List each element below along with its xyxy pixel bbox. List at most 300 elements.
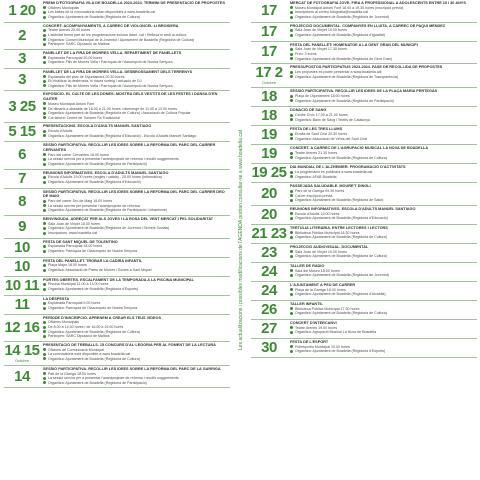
event-item: [4, 239, 230, 258]
event-body: [40, 171, 230, 186]
bullet-icon: [290, 307, 293, 310]
event-date-month: Octubre: [14, 357, 30, 363]
event-detail-text: Les bases de la convocatòria estan disponibles a www.boadella.cat: [48, 10, 156, 15]
event-date: [251, 264, 287, 279]
event-title: EXPOSICIÓ. EL CULTE DE LES DONES: MOSTRA DELS VESTITS DE LES FESTES I DANSA D'EN GAITER: [43, 92, 218, 102]
event-title: MERCAT DE FOTOGRAFIA JOVE. FIRA A PROFESSIONAL A ADOLESCENTS ENTRE 15 I 30 ANYS: [290, 1, 466, 5]
event-detail: [290, 349, 477, 354]
event-date-month: Octubre: [261, 80, 277, 86]
event-detail: [290, 235, 477, 240]
side-note: [236, 10, 246, 470]
bullet-icon: [43, 6, 46, 9]
bullet-icon: [290, 293, 293, 296]
event-date: [251, 24, 287, 39]
bullet-icon: [43, 11, 46, 14]
bullet-icon: [290, 57, 293, 60]
bullet-icon: [43, 29, 46, 32]
event-date-number: 17: [261, 1, 277, 19]
event-detail-text: Escola d'Adults 19.00 hores: [295, 211, 340, 216]
agenda-left-column: [4, 0, 230, 480]
bullet-icon: [43, 80, 46, 83]
bullet-icon: [43, 264, 46, 267]
event-detail: [43, 268, 230, 273]
event-detail: [43, 134, 230, 139]
bullet-icon: [43, 153, 46, 156]
bullet-icon: [43, 75, 46, 78]
event-detail-text: La sessió servirà per presentar l'avantprojecte de reforma: [48, 203, 140, 208]
event-date-number: 2: [18, 26, 26, 44]
event-detail-text: Organitza: Agrupació Musical La Nova de Boadella: [295, 330, 377, 335]
event-detail-text: L'activitat forma part de les programacions inclosa ticket .cat / Reflexa'm amb la cultura: [48, 32, 187, 37]
event-item: [4, 69, 230, 92]
event-detail: [43, 116, 230, 121]
event-detail-text: Museu Municipal Antoni Font: [48, 101, 95, 106]
event-detail: [43, 15, 230, 20]
event-detail-text: Organitza: Fills de Morres Vella / Parròquia de l'Assumpció de Nostra Senyora: [48, 60, 173, 65]
event-detail: [43, 208, 230, 213]
event-title: PASSEJADA SALUDABLE. MOURE'T DINGLI: [290, 184, 371, 189]
event-detail-text: Organitza: Ajuntament de Boadella (Regidoria de Cultura): [295, 254, 387, 259]
bullet-icon: [290, 99, 293, 102]
event-title: PANELLET DE LA FIRA DE MORRES VELLA. DESBROSSAMENT DELS TERRENYS: [43, 69, 193, 74]
event-date-number: 3: [18, 49, 26, 67]
bullet-icon: [43, 357, 46, 360]
event-detail-text: Organitza: Parròquia de l'Assumpció de Nostra Senyora: [48, 249, 138, 254]
bullet-icon: [43, 326, 46, 329]
event-date-number: 30: [261, 338, 277, 356]
event-detail-text: Parc del carrer Dro de Maig 18.00 hores: [48, 199, 113, 204]
event-detail-text: La sessió servirà per a presentar l'avantprojecte de reforma i recollir suggeriments: [48, 376, 179, 381]
event-detail-text: Teatre Arenes 19.00 hores: [295, 325, 338, 330]
event-date-number: 20: [261, 205, 277, 223]
bullet-icon: [43, 227, 46, 230]
bullet-icon: [43, 250, 46, 253]
bullet-icon: [290, 326, 293, 329]
event-title: TALLER INFANTIL: [290, 301, 323, 306]
event-detail-text: Sala del Museu 18.00 hores: [295, 268, 340, 273]
event-body: [287, 146, 477, 161]
bullet-icon: [43, 200, 46, 203]
event-detail-text: Organitza: Ajuntament de Boadella (Regidoria de Participació): [48, 162, 147, 167]
event-title: BENVINGUDA. ADREÇAT PER ALS JOVES I LA ROSA DEL VENT MERCAT I PEL SOLIDARITAT: [43, 217, 214, 222]
event-item: [251, 301, 477, 320]
event-title: CONCERT D'INTERCANVI: [290, 320, 337, 325]
event-body: [287, 321, 477, 336]
bullet-icon: [290, 133, 293, 136]
event-detail: [290, 273, 477, 278]
bullet-icon: [290, 255, 293, 258]
event-date-number: 7: [18, 169, 26, 187]
event-detail-text: La convocatòria està disponible a www.boadella.cat: [48, 352, 131, 357]
event-body: [40, 92, 230, 120]
bullet-icon: [290, 34, 293, 37]
event-date: [251, 184, 287, 203]
event-detail-text: Esplanada Parroquial 18.00 hores: [48, 244, 103, 249]
event-date-number: 27: [261, 319, 277, 337]
event-title: FESTA DEL PANELLET: HOMENATGE A LA GENT GRAN DEL MUNICIPI: [290, 42, 418, 47]
event-title: SESSIÓ PARTICIPATIVA. RECOLLIR LES IDEES SOBRE LA REFORMA DEL PARC DEL CARRER CERVANTES: [43, 143, 216, 153]
event-detail-text: Organitza: Ajuntament de Boadella (Regidoria de Cultura): [48, 14, 140, 19]
event-item: [4, 23, 230, 50]
event-detail: [290, 311, 477, 316]
bullet-icon: [43, 321, 46, 324]
bullet-icon: [290, 217, 293, 220]
event-item: [251, 0, 477, 23]
event-date-number: 24: [261, 281, 277, 299]
event-date-number: 5 15: [8, 123, 36, 141]
event-date-number: 8: [18, 192, 26, 210]
event-detail: [43, 84, 230, 89]
event-body: [40, 1, 230, 20]
event-date: [4, 259, 40, 274]
event-body: [287, 245, 477, 260]
event-body: [40, 217, 230, 236]
event-date-number: 19 25: [251, 164, 287, 182]
event-detail: [43, 357, 230, 362]
event-detail-text: Organitza: Ajuntament de Boadella (Regidoria d'Educació): [48, 180, 141, 185]
event-item: [251, 64, 477, 88]
event-item: [4, 366, 230, 389]
event-item: [251, 164, 477, 183]
event-body: [40, 24, 230, 47]
bullet-icon: [290, 199, 293, 202]
event-detail-text: Organitza: Parròquia de l'Assumpció de Nostra Senyora: [48, 306, 138, 311]
bullet-icon: [43, 269, 46, 272]
event-detail-text: Oficines de Comunicació Municipal: [48, 347, 104, 352]
bullet-icon: [290, 250, 293, 253]
bullet-icon: [43, 381, 46, 384]
event-date: [4, 367, 40, 386]
bullet-icon: [43, 34, 46, 37]
event-date-number: 17: [261, 43, 277, 61]
event-date: [251, 321, 287, 336]
event-date-number: 3 25: [8, 97, 36, 115]
bullet-icon: [43, 307, 46, 310]
event-detail: [290, 15, 477, 20]
bullet-icon: [43, 204, 46, 207]
event-date: [4, 124, 40, 139]
event-title: DIA MUNDIAL DE L'ALZHEIMER. PROGRAMACIÓ D'ACTIVITATS: [290, 165, 406, 170]
bullet-icon: [290, 95, 293, 98]
bullet-icon: [290, 236, 293, 239]
event-body: [40, 259, 230, 274]
event-detail-text: Organitza: Ajuntament de Boadella (Regidoria d'Igualtat): [295, 32, 385, 37]
event-detail: [43, 287, 230, 292]
event-body: [40, 124, 230, 139]
bullet-icon: [290, 6, 293, 9]
event-detail-text: Sala Joan de Vinyet 18.00 hores: [48, 221, 100, 226]
event-detail-text: Col·labora: Centre de Turisme Pa Tradicional: [48, 115, 120, 120]
event-title: SESSIÓ PARTICIPATIVA. RECOLLIR LES IDEES DE LA PLAÇA MARIA PERTEGÀS: [290, 89, 438, 94]
event-detail: [290, 57, 477, 62]
bullet-icon: [43, 222, 46, 225]
event-body: [287, 340, 477, 355]
event-detail-text: Sala Joan de Vinyet 17.30 hores: [295, 47, 347, 52]
event-detail: [43, 180, 230, 185]
event-item: [251, 23, 477, 42]
event-detail-text: Plaça Major 18.00 hores: [48, 263, 87, 268]
bullet-icon: [43, 176, 46, 179]
bullet-icon: [290, 171, 293, 174]
event-title: PROJECCIÓ DOCUMENTAL. COMPANYES EN LLUITA, A CÀRREC DE PAQUI MÉNDEZ: [290, 23, 446, 28]
event-detail-text: Inscripcions: www.boadella.cat: [48, 231, 97, 236]
event-date-number: 19: [261, 126, 277, 144]
event-date: [251, 226, 287, 241]
bullet-icon: [43, 353, 46, 356]
event-detail: [290, 75, 477, 80]
event-body: [40, 240, 230, 255]
bullet-icon: [290, 114, 293, 117]
bullet-icon: [43, 16, 46, 19]
event-detail-text: Organitza: Banc de Sang i Teixits de Catalunya: [295, 117, 371, 122]
event-body: [40, 143, 230, 166]
bullet-icon: [43, 245, 46, 248]
event-date: [251, 245, 287, 260]
event-date: [4, 190, 40, 213]
event-detail: [290, 118, 477, 123]
event-item: [251, 145, 477, 164]
bullet-icon: [43, 377, 46, 380]
event-detail-text: La programació es publicarà a www.boadella.cat: [295, 169, 373, 174]
event-date: [4, 24, 40, 47]
event-item: [4, 342, 230, 366]
event-detail-text: Participen: SARC Diputació de Malbos: [48, 334, 110, 339]
event-detail-text: Organitza: Associació de Veïns del Sant Crist: [295, 136, 368, 141]
event-detail-text: Inscripcions al correu fotografia@boadella.cat: [295, 10, 368, 15]
event-detail-text: Plaça de la Garriga 18.00 hores: [295, 287, 346, 292]
event-title: FESTA DE LES TRES LLUMS: [290, 127, 343, 132]
event-date-number: 24: [261, 262, 277, 280]
event-body: [40, 367, 230, 386]
agenda-right-column: [251, 0, 477, 480]
event-detail-text: Parc de la Garriga 09.30 hores: [295, 188, 345, 193]
event-date: [4, 278, 40, 293]
bullet-icon: [290, 71, 293, 74]
event-detail-text: Organitza: Fills de Morres Vella / Parròquia de l'Assumpció de Nostra Senyora: [48, 83, 173, 88]
bullet-icon: [290, 29, 293, 32]
event-item: [4, 142, 230, 169]
event-date-number: 10: [14, 238, 30, 256]
bullet-icon: [43, 158, 46, 161]
bullet-icon: [290, 48, 293, 51]
event-detail-text: Organitza: Ajuntament de Boadella (Regidoria d'Educació): [295, 216, 388, 221]
bullet-icon: [290, 312, 293, 315]
event-title: PERÍODE D'INSCRIPCIÓ. APRENEM A CREAR ELS TEUS VÍDEOS: [43, 315, 161, 320]
event-date: [251, 89, 287, 104]
event-date: [4, 70, 40, 89]
event-date-number: 14 15: [4, 341, 40, 359]
event-detail-text: Organitza: Associació de Pares de Morres i Sòcies a Sant Miquel: [48, 268, 152, 273]
event-item: [251, 244, 477, 263]
bullet-icon: [43, 288, 46, 291]
bullet-icon: [290, 156, 293, 159]
event-detail-text: Organitza: Ajuntament de Boadella (Regidoria de Cultura) i Associació de Cultura Popular: [48, 111, 191, 116]
event-title: FESTA DE L'ESPORT: [290, 339, 329, 344]
event-date: [4, 1, 40, 20]
event-title: FESTA DE SANT MIQUEL DE TOLENTINO: [43, 239, 118, 244]
bullet-icon: [43, 84, 46, 87]
event-detail-text: Museu Municipal Antoni Font 18.00 a 19.30 hores (inscripció prèvia): [295, 5, 404, 10]
event-detail-text: En finalitzar la desbrossa, hi haurà sorteig i actuació de DJ: [48, 79, 142, 84]
event-title: SESSIÓ PARTICIPATIVA. RECOLLIR LES IDEES SOBRE LA REFORMA DEL PARC DE LA GARRIGA: [43, 366, 221, 371]
event-item: [4, 170, 230, 189]
event-detail: [43, 334, 230, 339]
event-date: [4, 240, 40, 255]
event-date-number: 21 23: [251, 224, 287, 242]
bullet-icon: [43, 348, 46, 351]
event-item: [4, 296, 230, 315]
bullet-icon: [43, 56, 46, 59]
bullet-icon: [290, 190, 293, 193]
bullet-icon: [43, 302, 46, 305]
event-detail: [43, 306, 230, 311]
event-date-number: 19: [261, 145, 277, 163]
event-detail: [290, 216, 477, 221]
event-body: [40, 70, 230, 89]
event-detail: [43, 42, 230, 47]
bullet-icon: [290, 269, 293, 272]
bullet-icon: [290, 137, 293, 140]
event-detail: [43, 162, 230, 167]
event-body: [287, 1, 477, 20]
event-body: [287, 264, 477, 279]
event-detail-text: Oficines Municipals: [48, 5, 79, 10]
event-date-number: 17: [261, 22, 277, 40]
event-body: [287, 65, 477, 85]
event-detail-text: Cal fer inscripció prèvia: [295, 193, 333, 198]
event-date-number: 3: [18, 70, 26, 88]
event-detail-text: Teatre Arenes 20.00 hores: [48, 28, 91, 33]
event-detail-text: Organitza: Ajuntament de Boadella (Regidoria d'Esports): [48, 287, 139, 292]
event-date: [4, 316, 40, 339]
event-item: [4, 258, 230, 277]
event-date: [251, 127, 287, 142]
event-item: [251, 42, 477, 65]
event-detail-text: Preu: 3 euros: [295, 51, 317, 56]
event-body: [287, 302, 477, 317]
event-title: PRESENTACIONS. ESCOLA D'ADULTS MANUEL SANTIAGO: [43, 124, 152, 129]
event-item: [251, 225, 477, 244]
event-detail-text: Pati de la Garriga 18.00 hores: [48, 371, 96, 376]
event-title: PRESSUPOSTOS PARTICIPATIUS 2023-2024. FASE DE RECOLLIDA DE PROPOSTES: [290, 65, 443, 70]
event-date: [4, 92, 40, 120]
event-detail: [290, 137, 477, 142]
event-date: [251, 146, 287, 161]
event-detail-text: Escola d'Adults: [48, 129, 73, 134]
event-title: PORTES OBERTES. ESCALFAMENT DE LA TEMPORADA A LA PISCINA MUNICIPAL: [43, 277, 194, 282]
event-item: [251, 183, 477, 206]
event-title: PREMI D'FOTOGRAFIA VILA DE BOADELLA 2023-2024. TERMINI DE PRESENTACIÓ DE PROPOSTES: [43, 1, 225, 5]
event-item: [251, 107, 477, 126]
event-item: [251, 126, 477, 145]
event-detail: [43, 381, 230, 386]
event-detail-text: Esplanada Parroquial 20.00 hores: [48, 55, 103, 60]
event-detail-text: Organitza: Ajuntament de Boadella (Regidoria d'Esports): [295, 349, 386, 354]
event-date: [4, 143, 40, 166]
event-date: [4, 171, 40, 186]
event-date-number: 17 2: [255, 64, 283, 82]
event-item: [4, 91, 230, 123]
event-body: [287, 108, 477, 123]
event-title: L'AJUNTAMENT A PEU DE CARRER: [290, 282, 356, 287]
event-date: [251, 340, 287, 355]
event-item: [251, 263, 477, 282]
event-title: SESSIÓ PARTICIPATIVA. RECOLLIR LES IDEES SOBRE LA REFORMA DEL PARC DEL CARRER DRO DE MAIG: [43, 189, 225, 199]
event-detail-text: Ermita de Sant Crist 20.30 hores: [295, 131, 348, 136]
event-detail-text: Organitza: Ajuntament de Boadella (Regidoria de Transparència): [295, 74, 399, 79]
bullet-icon: [43, 335, 46, 338]
event-title: PANELLET DE LA FIRA DE MORRES VELLA. REPARTIMENT DE PANELLETS: [43, 50, 182, 55]
event-body: [287, 43, 477, 62]
event-detail-text: Organitza: Ajuntament de Boadella (Regidoria de Cultura): [295, 235, 387, 240]
event-detail-text: Participen: SARC Diputació de Malbos: [48, 42, 110, 47]
event-date-number: 18: [261, 88, 277, 106]
event-date: [251, 302, 287, 317]
event-title: TALLER DE RÀDIO: [290, 263, 325, 268]
event-date-number: 14: [14, 367, 30, 385]
event-date-number: 23: [261, 243, 277, 261]
event-detail-text: Oficines Municipals: [48, 320, 79, 325]
event-body: [40, 190, 230, 213]
event-body: [287, 226, 477, 241]
event-date-number: 11: [14, 295, 30, 313]
event-date: [4, 297, 40, 312]
event-date-number: 26: [261, 300, 277, 318]
event-detail: [290, 33, 477, 38]
event-body: [287, 283, 477, 298]
event-detail: [43, 60, 230, 65]
event-detail-text: Sala Joan de Vinyet 19.00 hores: [295, 28, 347, 33]
event-date-number: 12 16: [4, 318, 40, 336]
event-body: [40, 343, 230, 363]
event-item: [4, 277, 230, 296]
event-date-number: 1 20: [8, 1, 36, 19]
event-detail-text: Organitza: Ajuntament de Boadella (Regidoria de Gent Gran): [295, 56, 393, 61]
bullet-icon: [43, 112, 46, 115]
event-detail-text: Parc del carrer Cervantes 18.00 hores: [48, 152, 109, 157]
event-detail: [290, 292, 477, 297]
event-detail-text: Organitza: Ajuntament de Boadella (Regidoria de Joventut i Serveis Socials): [48, 226, 170, 231]
bullet-icon: [290, 331, 293, 334]
event-body: [40, 278, 230, 293]
bullet-icon: [43, 116, 46, 119]
bullet-icon: [43, 330, 46, 333]
event-detail-text: Plaça de l'Ajuntament 18.00 hores: [295, 93, 350, 98]
event-date-number: 10 11: [4, 276, 40, 294]
event-detail: [43, 249, 230, 254]
bullet-icon: [290, 231, 293, 234]
bullet-icon: [43, 134, 46, 137]
event-date: [4, 51, 40, 66]
bullet-icon: [290, 345, 293, 348]
event-detail-text: Centre Cívic 17.00 a 21.00 hores: [295, 112, 348, 117]
bullet-icon: [290, 350, 293, 353]
event-title: CONCERT: ACOMPANYAMENTS, A CÀRREC DE VIOLONCEL·LI BROIDERA: [43, 23, 179, 28]
event-date-number: 18: [261, 107, 277, 125]
event-detail-text: Esplanada Parroquial 9.00 hores: [48, 301, 101, 306]
bullet-icon: [43, 61, 46, 64]
bullet-icon: [43, 43, 46, 46]
event-date: [251, 108, 287, 123]
bullet-icon: [290, 212, 293, 215]
bullet-icon: [43, 181, 46, 184]
bullet-icon: [290, 16, 293, 19]
event-detail: [290, 156, 477, 161]
event-detail-text: Esplanada del parc de l'Ajuntament 20.30 hores: [48, 74, 125, 79]
event-title: DONACIÓ DE SANG: [290, 108, 327, 113]
event-title: LA DESPESTA: [43, 296, 70, 301]
event-body: [287, 89, 477, 104]
